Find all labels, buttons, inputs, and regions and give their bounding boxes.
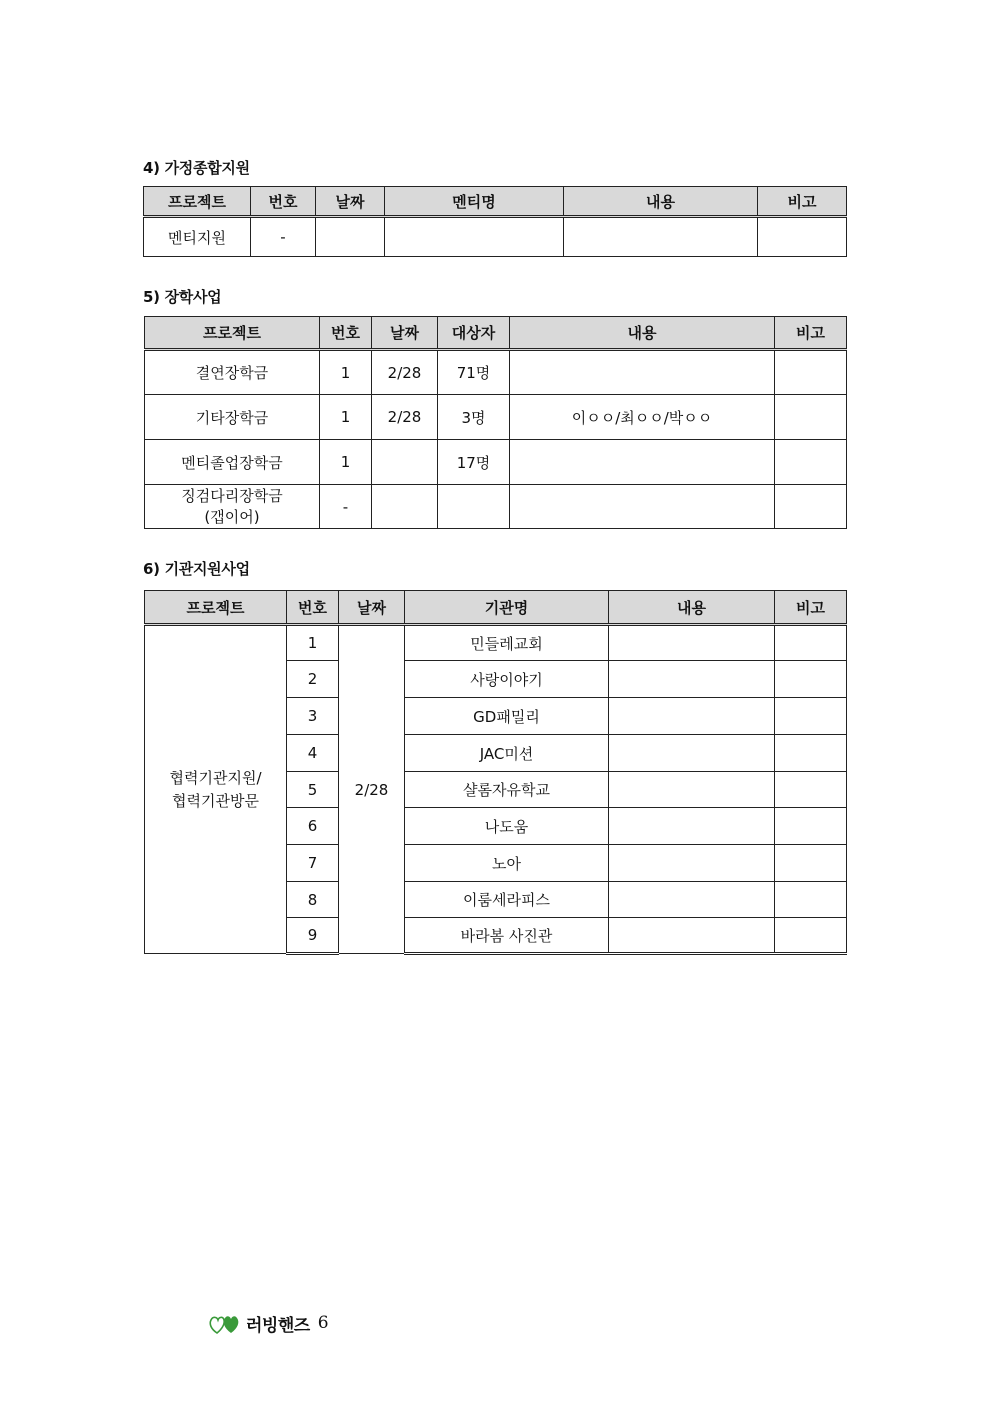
project-line-1: 징검다리장학금 [181, 486, 283, 505]
cell-org: 노아 [405, 845, 609, 882]
cell-org: 샬롬자유학교 [405, 772, 609, 808]
cell-note [775, 808, 847, 845]
cell-content [609, 625, 775, 661]
col-header-no: 번호 [320, 317, 372, 350]
cell-mentee [385, 217, 564, 257]
cell-target [438, 485, 510, 529]
table-row [145, 395, 847, 440]
cell-content [510, 350, 775, 395]
cell-target: 71명 [438, 350, 510, 395]
col-header-note: 비고 [758, 187, 847, 217]
cell-no: 4 [287, 735, 339, 772]
cell-content [609, 772, 775, 808]
page-footer [208, 1310, 329, 1336]
section-5-title: 5) 장학사업 [143, 288, 222, 306]
cell-note [775, 625, 847, 661]
cell-note [775, 918, 847, 954]
cell-content [609, 735, 775, 772]
family-support-table [143, 186, 847, 257]
cell-content [564, 217, 758, 257]
cell-no: 1 [320, 440, 372, 485]
cell-content [609, 661, 775, 698]
cell-note [758, 217, 847, 257]
cell-date [372, 485, 438, 529]
cell-org: 나도움 [405, 808, 609, 845]
cell-content [510, 485, 775, 529]
col-header-no: 번호 [287, 591, 339, 625]
cell-content [609, 698, 775, 735]
col-header-org: 기관명 [405, 591, 609, 625]
cell-no: 3 [287, 698, 339, 735]
col-header-target: 대상자 [438, 317, 510, 350]
cell-note [775, 772, 847, 808]
project-line-2: 협력기관방문 [172, 791, 259, 810]
cell-date: 2/28 [372, 395, 438, 440]
cell-project: 결연장학금 [145, 350, 320, 395]
col-header-date: 날짜 [316, 187, 385, 217]
cell-no: 6 [287, 808, 339, 845]
cell-date: 2/28 [339, 625, 405, 954]
table-row [145, 625, 847, 661]
cell-date [316, 217, 385, 257]
cell-project: 멘티졸업장학금 [145, 440, 320, 485]
cell-org: 이룸세라피스 [405, 882, 609, 918]
section-4-title: 4) 가정종합지원 [143, 159, 250, 177]
cell-note [775, 882, 847, 918]
cell-content: 이ㅇㅇ/최ㅇㅇ/박ㅇㅇ [510, 395, 775, 440]
cell-org: 사랑이야기 [405, 661, 609, 698]
col-header-project: 프로젝트 [145, 317, 320, 350]
cell-note [775, 698, 847, 735]
cell-content [609, 808, 775, 845]
cell-note [775, 440, 847, 485]
col-header-project: 프로젝트 [144, 187, 251, 217]
cell-org: GD패밀리 [405, 698, 609, 735]
cell-target: 3명 [438, 395, 510, 440]
scholarship-table [144, 316, 847, 529]
cell-no: 1 [287, 625, 339, 661]
cell-org: JAC미션 [405, 735, 609, 772]
cell-project: 멘티지원 [144, 217, 251, 257]
page-number: 6 [317, 1313, 329, 1333]
cell-date [372, 440, 438, 485]
table-row [145, 485, 847, 529]
col-header-note: 비고 [775, 591, 847, 625]
cell-content [609, 918, 775, 954]
cell-no: 7 [287, 845, 339, 882]
cell-no: 1 [320, 395, 372, 440]
cell-project [145, 485, 320, 529]
cell-no: 5 [287, 772, 339, 808]
cell-org: 민들레교회 [405, 625, 609, 661]
col-header-no: 번호 [251, 187, 316, 217]
cell-no: - [320, 485, 372, 529]
col-header-project: 프로젝트 [145, 591, 287, 625]
table-row [145, 440, 847, 485]
table-row [144, 217, 847, 257]
table-row [145, 350, 847, 395]
cell-note [775, 485, 847, 529]
institution-support-table [144, 590, 847, 955]
section-6-title: 6) 기관지원사업 [143, 560, 250, 578]
cell-target: 17명 [438, 440, 510, 485]
cell-note [775, 735, 847, 772]
cell-note [775, 350, 847, 395]
col-header-content: 내용 [609, 591, 775, 625]
project-line-2: (갭이어) [204, 507, 260, 526]
cell-no: - [251, 217, 316, 257]
cell-no: 8 [287, 882, 339, 918]
cell-note [775, 661, 847, 698]
cell-note [775, 845, 847, 882]
col-header-mentee: 멘티명 [385, 187, 564, 217]
cell-project [145, 625, 287, 954]
footer-brand: 러빙핸즈 [246, 1315, 310, 1336]
col-header-date: 날짜 [372, 317, 438, 350]
col-header-note: 비고 [775, 317, 847, 350]
col-header-date: 날짜 [339, 591, 405, 625]
cell-date: 2/28 [372, 350, 438, 395]
cell-content [609, 845, 775, 882]
col-header-content: 내용 [510, 317, 775, 350]
loving-hands-logo-icon [208, 1311, 242, 1335]
cell-no: 9 [287, 918, 339, 954]
cell-project: 기타장학금 [145, 395, 320, 440]
project-line-1: 협력기관지원/ [169, 768, 262, 787]
cell-no: 2 [287, 661, 339, 698]
cell-content [510, 440, 775, 485]
col-header-content: 내용 [564, 187, 758, 217]
cell-org: 바라봄 사진관 [405, 918, 609, 954]
cell-content [609, 882, 775, 918]
cell-no: 1 [320, 350, 372, 395]
cell-note [775, 395, 847, 440]
